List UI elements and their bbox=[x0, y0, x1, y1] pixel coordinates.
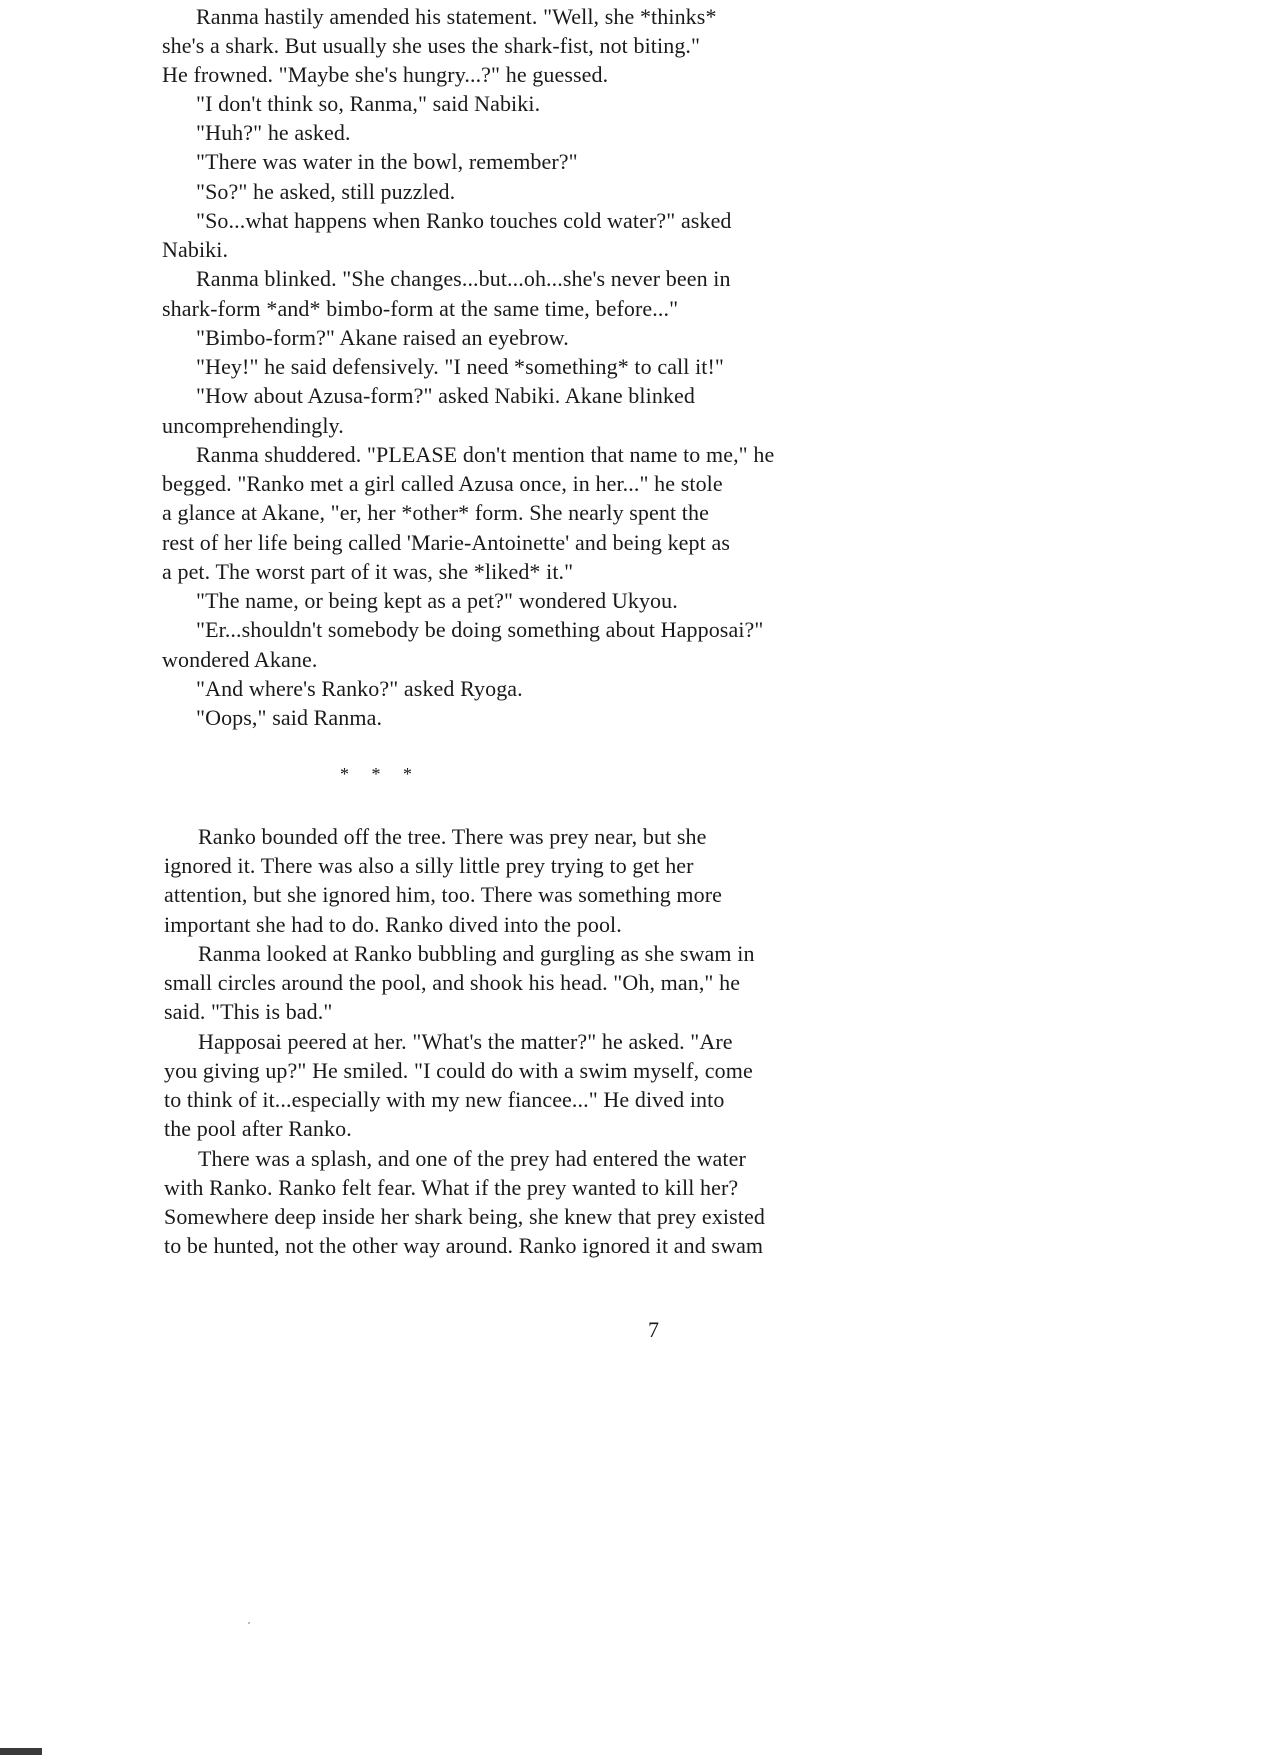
text-line: "So?" he asked, still puzzled. bbox=[196, 179, 456, 204]
text-line: shark-form *and* bimbo-form at the same time, before..." bbox=[162, 296, 679, 321]
text-line: "Er...shouldn't somebody be doing something about Happosai?" bbox=[196, 617, 764, 642]
text-line: the pool after Ranko. bbox=[164, 1116, 352, 1141]
text-line: ignored it. There was also a silly little prey trying to get her bbox=[164, 853, 694, 878]
text-line: to think of it...especially with my new fiancee..." He dived into bbox=[164, 1087, 725, 1112]
text-line: attention, but she ignored him, too. There was something more bbox=[164, 882, 723, 907]
text-line: she's a shark. But usually she uses the shark-fist, not biting." bbox=[162, 33, 701, 58]
text-line: "Huh?" he asked. bbox=[196, 120, 351, 145]
text-line: Somewhere deep inside her shark being, she knew that prey existed bbox=[164, 1204, 765, 1229]
text-line: important she had to do. Ranko dived into the pool. bbox=[164, 912, 622, 937]
scan-speck bbox=[248, 1622, 250, 1624]
text-line: to be hunted, not the other way around. Ranko ignored it and swam bbox=[164, 1233, 764, 1258]
text-line: "Oops," said Ranma. bbox=[196, 705, 383, 730]
text-line: "I don't think so, Ranma," said Nabiki. bbox=[196, 91, 541, 116]
scan-edge-mark bbox=[0, 1748, 42, 1755]
text-line: Ranma shuddered. "PLEASE don't mention that name to me," he bbox=[196, 442, 775, 467]
text-line: Happosai peered at her. "What's the matter?" he asked. "Are bbox=[198, 1029, 733, 1054]
text-line: said. "This is bad." bbox=[164, 999, 333, 1024]
page-number: 7 bbox=[648, 1317, 659, 1342]
text-line: uncomprehendingly. bbox=[162, 413, 344, 438]
text-line: with Ranko. Ranko felt fear. What if the prey wanted to kill her? bbox=[164, 1175, 739, 1200]
text-line: "There was water in the bowl, remember?" bbox=[196, 149, 578, 174]
text-line: Ranma blinked. "She changes...but...oh...she's never been in bbox=[196, 266, 731, 291]
text-line: "And where's Ranko?" asked Ryoga. bbox=[196, 676, 523, 701]
text-line: Ranma hastily amended his statement. "Well, she *thinks* bbox=[196, 4, 717, 29]
text-line: "The name, or being kept as a pet?" wondered Ukyou. bbox=[196, 588, 678, 613]
text-line: Nabiki. bbox=[162, 237, 229, 262]
text-line: "So...what happens when Ranko touches cold water?" asked bbox=[196, 208, 732, 233]
text-line: wondered Akane. bbox=[162, 647, 318, 672]
text-line: Ranko bounded off the tree. There was prey near, but she bbox=[198, 824, 707, 849]
section-break: * * * bbox=[340, 764, 412, 784]
text-line: rest of her life being called 'Marie-Antoinette' and being kept as bbox=[162, 530, 730, 555]
text-line: begged. "Ranko met a girl called Azusa once, in her..." he stole bbox=[162, 471, 723, 496]
text-line: "How about Azusa-form?" asked Nabiki. Akane blinked bbox=[196, 383, 695, 408]
text-line: "Hey!" he said defensively. "I need *something* to call it!" bbox=[196, 354, 725, 379]
text-line: a glance at Akane, "er, her *other* form. She nearly spent the bbox=[162, 500, 709, 525]
text-line: Ranma looked at Ranko bubbling and gurgling as she swam in bbox=[198, 941, 755, 966]
text-line: small circles around the pool, and shook his head. "Oh, man," he bbox=[164, 970, 741, 995]
text-line: a pet. The worst part of it was, she *liked* it." bbox=[162, 559, 574, 584]
text-line: "Bimbo-form?" Akane raised an eyebrow. bbox=[196, 325, 569, 350]
text-line: He frowned. "Maybe she's hungry...?" he guessed. bbox=[162, 62, 609, 87]
text-line: There was a splash, and one of the prey had entered the water bbox=[198, 1146, 746, 1171]
text-line: you giving up?" He smiled. "I could do with a swim myself, come bbox=[164, 1058, 753, 1083]
